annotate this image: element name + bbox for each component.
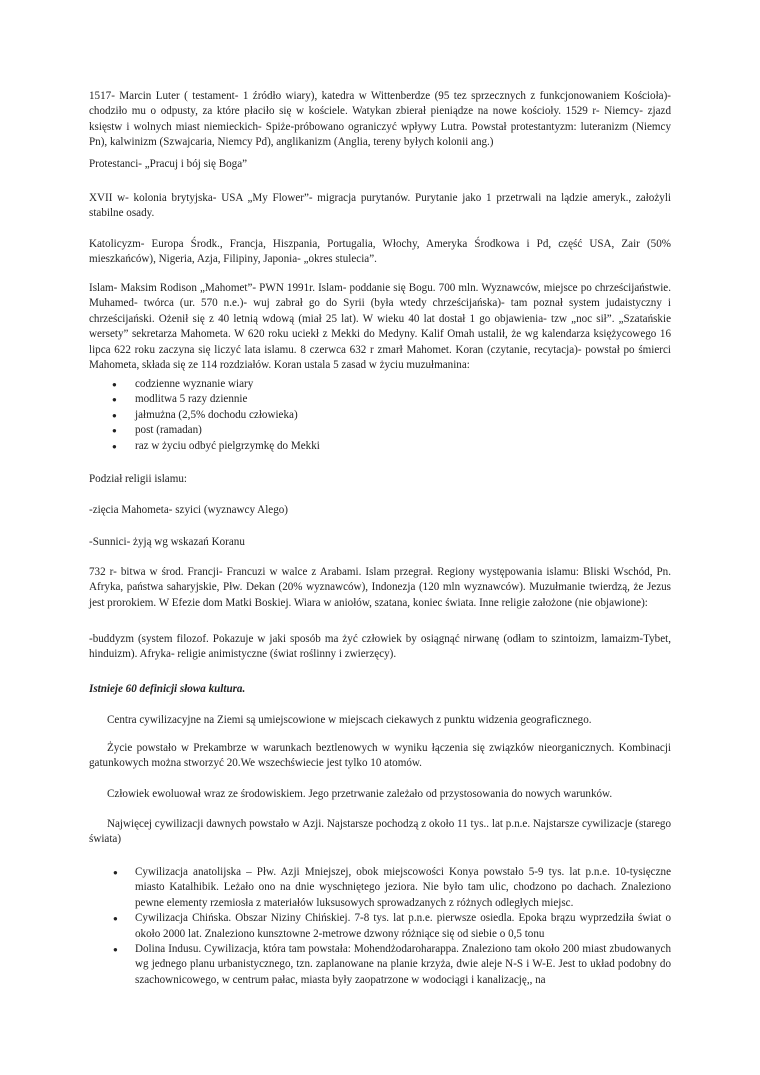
list-item: ● Cywilizacja anatolijska – Płw. Azji Mniejszej, obok miejscowości Konya powstało 5-9 tys. lat p.n.e. 10-tysięczne miasto Katalhibik. Leżało ono na dnie wyschniętego jeziora. Nie było tam ulic, chodzono po dachach. Znaleziono pewne elementy rzemiosła z materiałów luksusowych sprowadzanych z różnych odległych miejsc. <box>107 865 671 911</box>
list-item: ● raz w życiu odbyć pielgrzymkę do Mekki <box>89 439 671 454</box>
section-heading: Istnieje 60 definicji słowa kultura. <box>89 683 246 695</box>
paragraph-buddhism: -buddyzm (system filozof. Pokazuje w jaki sposób ma żyć człowiek by osiągnąć nirwanę (odłam to szintoizm, lamaizm-Tybet, hinduizm). Afryka- religie animistyczne (świat roślinny i zwierzęcy). <box>89 633 671 661</box>
paragraph-islam: Islam- Maksim Rodison „Mahomet”- PWN 1991r. Islam- poddanie się Bogu. 700 mln. Wyznawców, miejsce po chrześcijaństwie. Muhamed- twórca (ur. 570 n.e.)- wuj zabrał go do Syrii (była wtedy chrześcijańska)- tam poznał system judaistyczny i chrześcijański. Ożenił się z 40 letnią wdową (miał 25 lat). W wieku 40 lat dostał 1 go objawienia- tzw „noc sił”. „Szatańskie wersety” sekretarza Mahometa. W 620 roku uciekł z Mekki do Medyny. Kalif Omah ustalił, że wg kalendarza księżycowego 16 lipca 622 roku zaczyna się liczyć lata islamu. 8 czerwca 632 r zmarł Mahomet. Koran (czytanie, recytacja)- powstał po śmierci Mahometa, składa się ze 114 rozdziałów. Koran ustala 5 zasad w życiu muzułmanina: <box>89 282 671 372</box>
paragraph-luter: 1517- Marcin Luter ( testament- 1 źródło wiary), katedra w Wittenberdze (95 tez sprzecznych z funkcjonowaniem Kościoła)- chodziło mu o odpusty, za które płaciło się w kościele. Watykan zbierał pieniądze na nowe kościoły. 1529 r- Niemcy- zjazd księstw i wolnych miast niemieckich- Spiże-próbowano ograniczyć wpływy Lutra. Powstał protestantyzm: luteranizm (Niemcy Pn), kalwinizm (Szwajcaria, Niemcy Pd), anglikanizm (Anglia, tereny byłych kolonii ang.) <box>89 90 671 149</box>
list-item: ● Cywilizacja Chińska. Obszar Niziny Chińskiej. 7-8 tys. lat p.n.e. pierwsze osiedla. Epoka brązu wyprzedziła świat o około 2000 lat. Znaleziono kunsztowne 2-metrowe dzwony różniące się od siebie o 0,5 tonu <box>107 911 671 942</box>
paragraph-islam-division: Podział religii islamu: <box>89 473 187 485</box>
paragraph-human-evolution: Człowiek ewoluował wraz ze środowiskiem. Jego przetrwanie zależało od przystosowania do nowych warunków. <box>107 788 613 800</box>
paragraph-islam-regions: 732 r- bitwa w środ. Francji- Francuzi w walce z Arabami. Islam przegrał. Regiony występowania islamu: Bliski Wschód, Pn. Afryka, państwa saharyjskie, Płw. Dekan (20% wyznawców), Indonezja (120 mln wyznawców). Muzułmanie twierdzą, że Jezus jest prorokiem. W Efezie dom Matki Boskiej. Wiara w aniołów, szatana, koniec świata. Inne religie założone (nie objawione): <box>89 566 671 609</box>
list-item: ● Dolina Indusu. Cywilizacja, która tam powstała: Mohendżodaroharappa. Znaleziono tam około 200 miast zbudowanych wg jednego planu urbanistycznego, tzn. zaplanowane na planie krzyża, dwie aleje N-S i W-E. Jest to układ podobny do szachownicowego, w centrum pałac, miasta były zaopatrzone w wodociągi i kanalizację,, na <box>107 942 671 988</box>
list-item: ● modlitwa 5 razy dziennie <box>89 392 671 407</box>
paragraph-civilization-centers: Centra cywilizacyjne na Ziemi są umiejscowione w miejscach ciekawych z punktu widzenia geograficznego. <box>107 714 592 726</box>
paragraph-protestants-motto: Protestanci- „Pracuj i bój się Boga” <box>89 158 248 170</box>
islam-rules-list <box>89 377 671 454</box>
list-item: ● jałmużna (2,5% dochodu człowieka) <box>89 408 671 423</box>
civilizations-list <box>107 865 671 988</box>
paragraph-life-origin: Życie powstało w Prekambrze w warunkach beztlenowych w wyniku łączenia się związków nieorganicznych. Kombinacji gatunkowych można stworzyć 20.We wszechświecie jest tylko 10 atomów. <box>89 742 671 770</box>
list-item: ● post (ramadan) <box>89 423 671 438</box>
paragraph-catholicism: Katolicyzm- Europa Środk., Francja, Hiszpania, Portugalia, Włochy, Ameryka Środkowa i Pd, część USA, Zair (50% mieszkańców), Nigeria, Azja, Filipiny, Japonia- „okres stulecia”. <box>89 238 671 266</box>
paragraph-shia: -zięcia Mahometa- szyici (wyznawcy Alego) <box>89 504 288 516</box>
paragraph-sunni: -Sunnici- żyją wg wskazań Koranu <box>89 536 245 548</box>
paragraph-asia-civilizations: Najwięcej cywilizacji dawnych powstało w Azji. Najstarsze pochodzą z około 11 tys.. lat p.n.e. Najstarsze cywilizacje (starego świata) <box>89 818 671 846</box>
paragraph-puritans: XVII w- kolonia brytyjska- USA „My Flower”- migracja purytanów. Purytanie jako 1 przetrwali na lądzie ameryk., założyli stabilne osady. <box>89 192 671 220</box>
list-item: ● codzienne wyznanie wiary <box>89 377 671 392</box>
